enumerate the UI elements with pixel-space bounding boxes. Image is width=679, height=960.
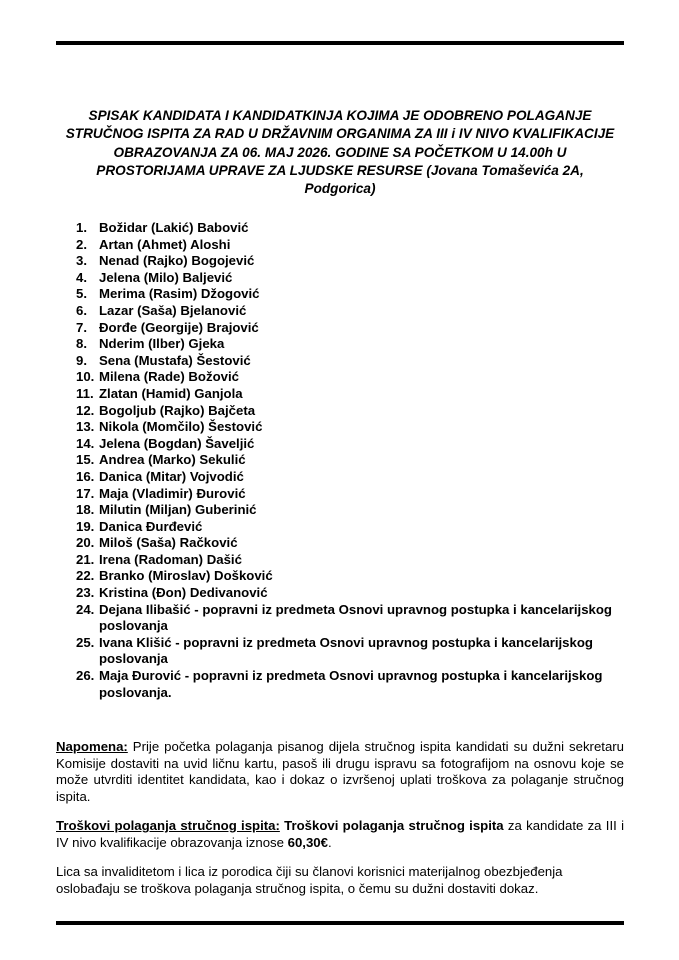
candidate-item (76, 270, 616, 287)
candidate-item (76, 353, 616, 370)
candidate-item (76, 237, 616, 254)
candidate-number: 22. (76, 568, 95, 584)
candidate-name: Danica (Mitar) Vojvodić (99, 468, 244, 484)
candidate-item (76, 552, 616, 569)
candidate-item (76, 369, 616, 386)
candidate-item (76, 220, 616, 237)
candidate-item (76, 635, 616, 668)
costs-label: Troškovi polaganja stručnog ispita: (56, 818, 280, 833)
candidate-name: Maja Đurović - popravni iz predmeta Osnovi upravnog postupka i kancelarijskog poslovanja. (99, 668, 603, 700)
candidate-item (76, 452, 616, 469)
candidate-number: 13. (76, 419, 95, 435)
candidate-item (76, 519, 616, 536)
candidate-number: 19. (76, 518, 95, 534)
candidate-number: 26. (76, 668, 95, 684)
candidate-name: Merima (Rasim) Džogović (99, 286, 260, 302)
candidate-item (76, 386, 616, 403)
candidate-item (76, 502, 616, 519)
top-rule (56, 41, 624, 45)
candidate-item (76, 403, 616, 420)
candidate-name: Zlatan (Hamid) Ganjola (99, 385, 243, 401)
candidate-number: 20. (76, 535, 95, 551)
candidate-number: 4. (76, 269, 87, 285)
candidate-name: Ivana Klišić - popravni iz predmeta Osnovi upravnog postupka i kancelarijskog poslovanja (99, 634, 593, 667)
costs-end: . (327, 834, 332, 850)
candidate-name: Dejana Ilibašić - popravni iz predmeta Osnovi upravnog postupka i kancelarijskog poslovanja (99, 601, 612, 634)
bottom-rule (56, 921, 624, 925)
note-label: Napomena: (56, 739, 128, 754)
costs-amount: 60,30€ (287, 834, 328, 850)
candidate-item (76, 320, 616, 337)
disabled-note-paragraph: Lica sa invaliditetom i lica iz porodica čiji su članovi korisnici materijalnog obezbjeđenja oslobađaju se troškova polaganja stručnog ispita, o čemu su dužni dostaviti dokaz. (56, 864, 563, 896)
candidate-number: 10. (76, 369, 95, 385)
candidate-number: 2. (76, 236, 87, 252)
candidate-item (76, 585, 616, 602)
candidate-number: 15. (76, 452, 95, 468)
candidate-item (76, 668, 616, 701)
candidate-item (76, 602, 616, 635)
costs-paragraph (56, 818, 624, 851)
note-text: Prije početka polaganja pisanog dijela stručnog ispita kandidati su dužni sekretaru Komisije dostaviti na uvid ličnu kartu, pasoš ili drugu ispravu sa fotografijom na osnovu koje se može utvrditi identitet kandidata, kao i dokaz o izvršenoj uplati troškova za polaganje stručnog ispita. (56, 739, 624, 804)
costs-text: za kandidate za III i IV nivo kvalifikacije obrazovanja iznose (56, 818, 624, 850)
candidate-name: Kristina (Đon) Dedivanović (99, 585, 268, 601)
candidate-name: Nderim (Ilber) Gjeka (99, 336, 225, 352)
candidate-item (76, 436, 616, 453)
candidate-name: Maja (Vladimir) Đurović (99, 485, 246, 501)
candidate-name: Milena (Rade) Božović (99, 369, 239, 385)
candidate-name: Jelena (Bogdan) Šaveljić (99, 435, 255, 451)
candidate-number: 18. (76, 502, 95, 518)
costs-bold-lead: Troškovi polaganja stručnog ispita (279, 818, 504, 833)
candidate-number: 3. (76, 253, 87, 269)
candidate-name: Danica Đurđević (99, 518, 203, 534)
candidate-list (76, 220, 616, 701)
candidate-item (76, 253, 616, 270)
candidate-number: 16. (76, 468, 95, 484)
candidate-name: Artan (Ahmet) Aloshi (99, 236, 231, 252)
candidate-name: Bogoljub (Rajko) Bajčeta (99, 402, 256, 418)
candidate-name: Sena (Mustafa) Šestović (99, 352, 251, 368)
candidate-number: 21. (76, 551, 95, 567)
candidate-number: 14. (76, 435, 95, 451)
candidate-name: Jelena (Milo) Baljević (99, 269, 233, 285)
candidate-item (76, 286, 616, 303)
candidate-number: 1. (76, 220, 87, 235)
candidate-number: 5. (76, 286, 87, 302)
candidate-name: Božidar (Lakić) Babović (99, 220, 249, 235)
candidate-item (76, 469, 616, 486)
candidate-number: 7. (76, 319, 87, 335)
candidate-number: 23. (76, 585, 95, 601)
candidate-item (76, 336, 616, 353)
candidate-item (76, 535, 616, 552)
candidate-number: 11. (76, 385, 94, 401)
candidate-number: 24. (76, 601, 95, 617)
candidate-name: Irena (Radoman) Dašić (99, 551, 242, 567)
candidate-name: Branko (Miroslav) Došković (99, 568, 273, 584)
candidate-number: 6. (76, 302, 87, 318)
candidate-number: 17. (76, 485, 95, 501)
candidate-number: 9. (76, 352, 87, 368)
candidate-number: 25. (76, 634, 95, 650)
candidate-item (76, 419, 616, 436)
document-title: SPISAK KANDIDATA I KANDIDATKINJA KOJIMA JE ODOBRENO POLAGANJE STRUČNOG ISPITA ZA RAD U DRŽAVNIM ORGANIMA ZA III i IV NIVO KVALIFIKACIJE OBRAZOVANJA ZA 06. MAJ 2026. GODINE SA POČETKOM U 14.00h U PROSTORIJAMA UPRAVE ZA LJUDSKE RESURSE (Jovana Tomaševića 2A, Podgorica) (65, 108, 615, 197)
candidate-number: 8. (76, 336, 87, 352)
candidate-name: Miloš (Saša) Račković (99, 535, 238, 551)
candidate-name: Lazar (Saša) Bjelanović (99, 302, 247, 318)
candidate-name: Andrea (Marko) Sekulić (99, 452, 246, 468)
candidate-name: Milutin (Miljan) Guberinić (99, 502, 257, 518)
candidate-item (76, 303, 616, 320)
candidate-item (76, 486, 616, 503)
candidate-name: Nikola (Momčilo) Šestović (99, 419, 263, 435)
candidate-name: Nenad (Rajko) Bogojević (99, 253, 255, 269)
candidate-item (76, 568, 616, 585)
candidate-number: 12. (76, 402, 95, 418)
note-paragraph (56, 739, 624, 805)
candidate-name: Đorđe (Georgije) Brajović (99, 319, 259, 335)
